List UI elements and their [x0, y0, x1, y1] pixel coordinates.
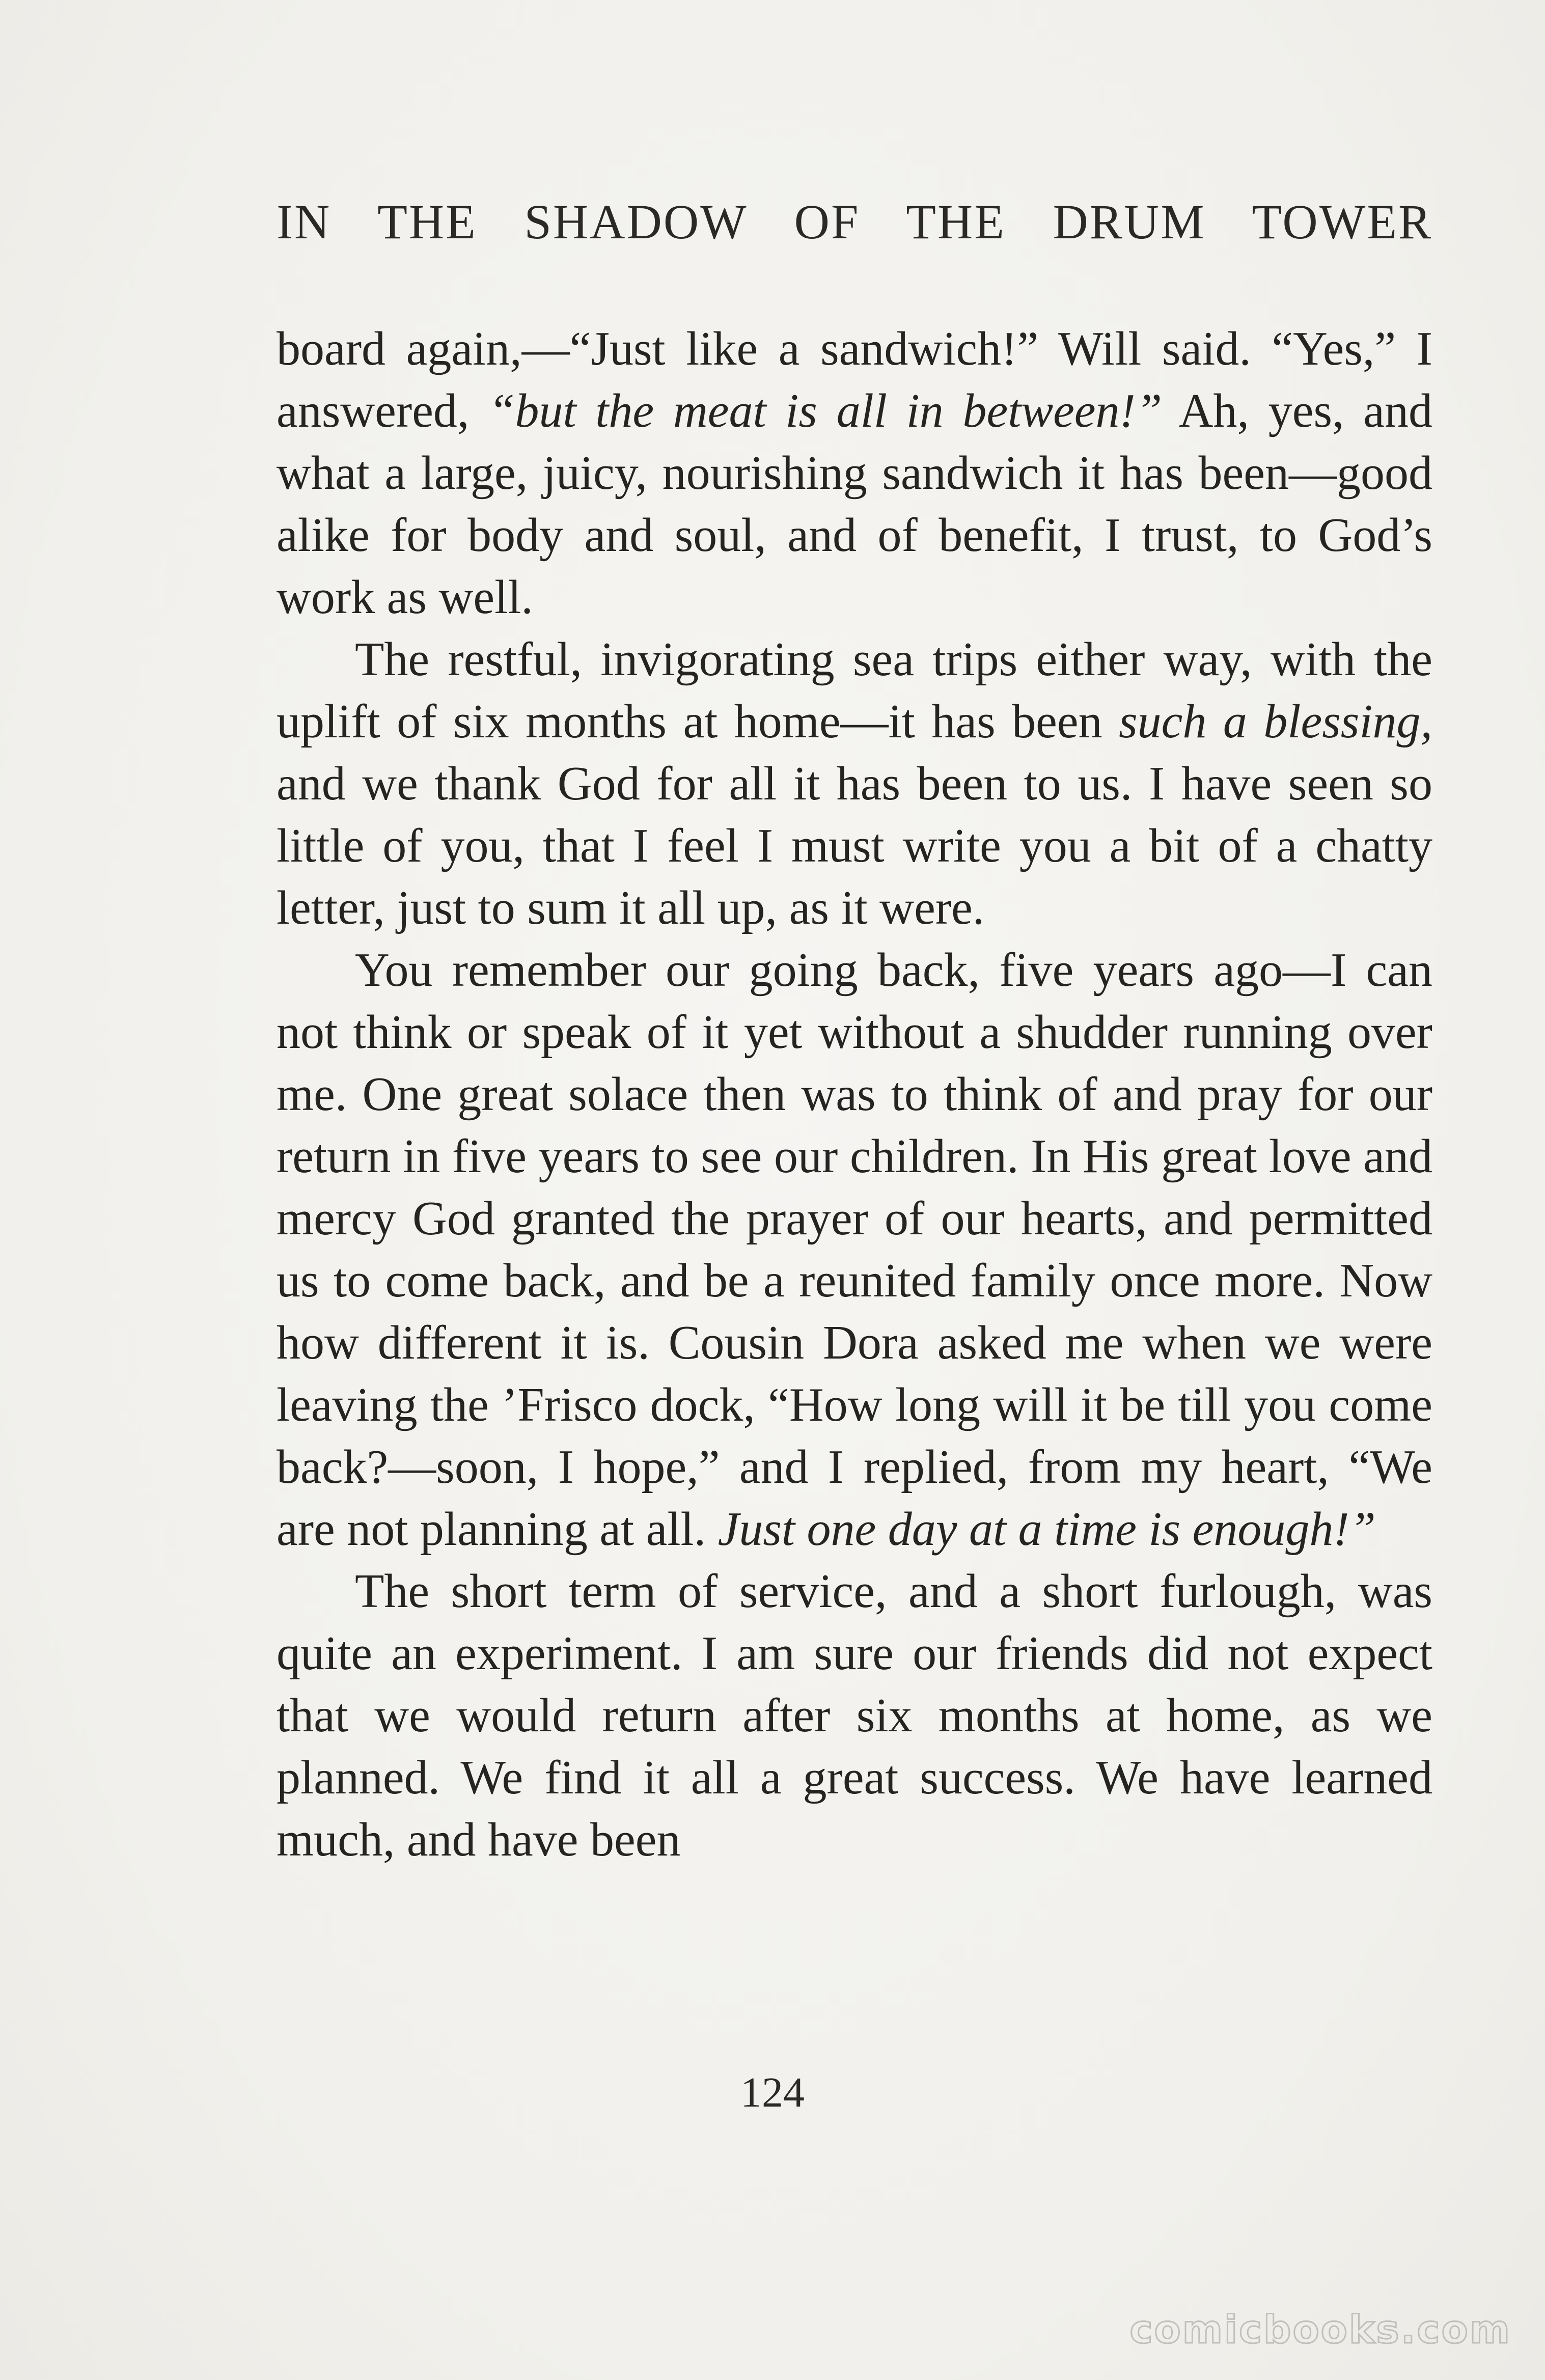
paragraph-4 [277, 1560, 1432, 1871]
text-run: The short term of service, and a short furlough, was quite an experiment. I am sure our friends did not expect that we would return after six months at home, as we planned. We find it all a great success. We have learned much, and have been [277, 1565, 1432, 1866]
watermark: comicbooks.com [1129, 2307, 1511, 2352]
italic-run: “but the meat is all in between!” [488, 384, 1163, 437]
body-text [277, 318, 1432, 1871]
text-run: board again,—“Just like a sandwich!” Will said. “Yes,” I answered, [277, 322, 1432, 437]
text-run: The restful, invigorating sea trips either way, with the uplift of six months at home—it has been [277, 633, 1432, 748]
italic-run: such a blessing, [1119, 695, 1433, 748]
paragraph-2 [277, 628, 1432, 939]
paragraph-1 [277, 318, 1432, 628]
running-head: IN THE SHADOW OF THE DRUM TOWER [277, 195, 1432, 249]
text-run: Ah, yes, and what a large, juicy, nourishing sandwich it has been—good alike for body and soul, and of benefit, I trust, to God’s work as well. [277, 384, 1432, 624]
paragraph-3 [277, 939, 1432, 1560]
page-number: 124 [740, 2069, 805, 2116]
text-run: and we thank God for all it has been to us. I have seen so little of you, that I feel I must write you a bit of a chatty letter, just to sum it all up, as it were. [277, 757, 1432, 934]
text-run: You remember our going back, five years ago—I can not think or speak of it yet without a shudder running over me. One great solace then was to think of and pray for our return in five years to see our children. In His great love and mercy God granted the prayer of our hearts, and permitted us to come back, and be a reunited family once more. Now how different it is. Cousin Dora asked me when we were leaving the ’Frisco dock, “How long will it be till you come back?—soon, I hope,” and I replied, from my heart, “We are not planning at all. [277, 944, 1432, 1556]
italic-run: Just one day at a time is enough!” [718, 1503, 1376, 1556]
